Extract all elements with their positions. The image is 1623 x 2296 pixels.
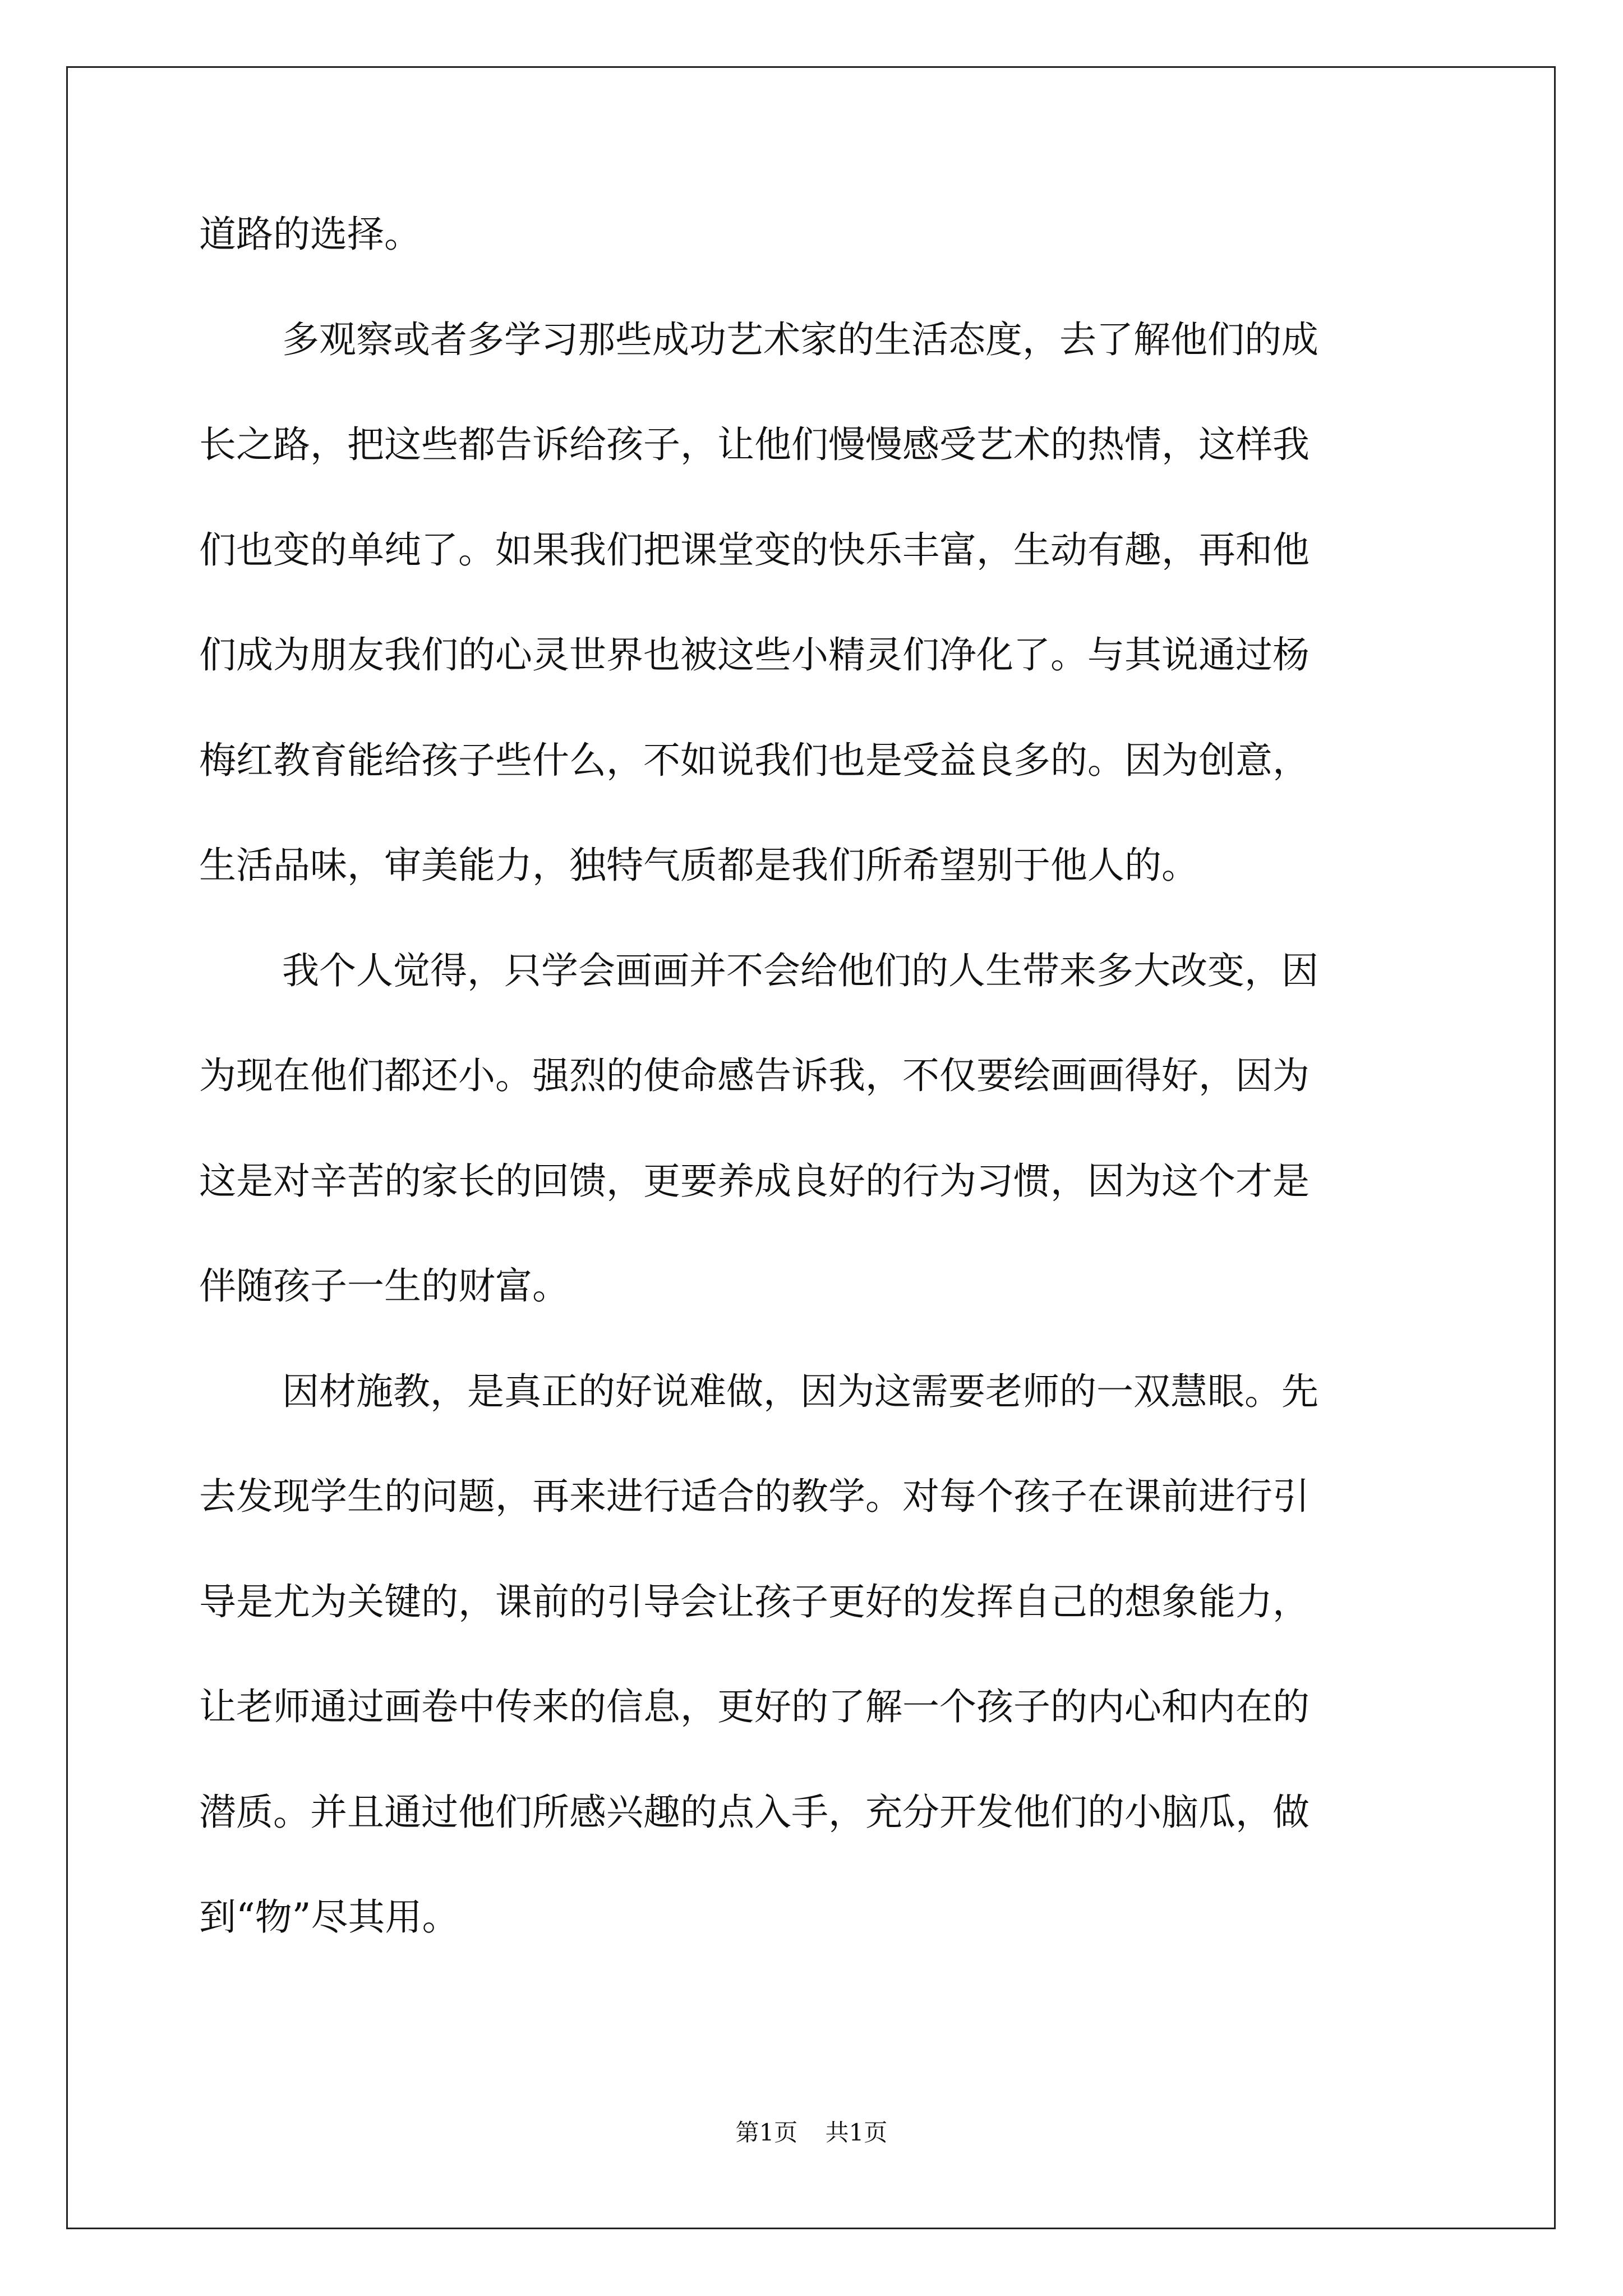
text-line: 道路的选择。 xyxy=(199,213,421,256)
text-line: 长之路，把这些都告诉给孩子，让他们慢慢感受艺术的热情，这样我 xyxy=(199,423,1310,466)
text-line: 这是对辛苦的家长的回馈，更要养成良好的行为习惯，因为这个才是 xyxy=(199,1159,1310,1203)
text-line: 们成为朋友我们的心灵世界也被这些小精灵们净化了。与其说通过杨 xyxy=(199,633,1310,677)
page-footer xyxy=(0,2121,1623,2145)
text-line: 导是尤为关键的，课前的引导会让孩子更好的发挥自己的想象能力， xyxy=(199,1580,1310,1623)
text-line: 为现在他们都还小。强烈的使命感告诉我，不仅要绘画画得好，因为 xyxy=(199,1054,1310,1097)
page-number-current: 第1页 xyxy=(735,2119,798,2146)
text-line: 我个人觉得，只学会画画并不会给他们的人生带来多大改变，因 xyxy=(282,949,1318,992)
page-number-total: 共1页 xyxy=(825,2119,888,2146)
text-line: 让老师通过画卷中传来的信息，更好的了解一个孩子的内心和内在的 xyxy=(199,1685,1310,1728)
text-line: 生活品味，审美能力，独特气质都是我们所希望别于他人的。 xyxy=(199,844,1198,887)
text-line: 去发现学生的问题，再来进行适合的教学。对每个孩子在课前进行引 xyxy=(199,1475,1310,1518)
text-line: 到“物”尽其用。 xyxy=(199,1895,459,1939)
text-line: 梅红教育能给孩子些什么，不如说我们也是受益良多的。因为创意， xyxy=(199,739,1310,782)
text-line: 潜质。并且通过他们所感兴趣的点入手，充分开发他们的小脑瓜，做 xyxy=(199,1791,1310,1834)
text-line: 们也变的单纯了。如果我们把课堂变的快乐丰富，生动有趣，再和他 xyxy=(199,528,1310,572)
text-line: 因材施教，是真正的好说难做，因为这需要老师的一双慧眼。先 xyxy=(282,1370,1318,1413)
text-line: 伴随孩子一生的财富。 xyxy=(199,1264,569,1308)
text-line: 多观察或者多学习那些成功艺术家的生活态度，去了解他们的成 xyxy=(282,318,1318,361)
